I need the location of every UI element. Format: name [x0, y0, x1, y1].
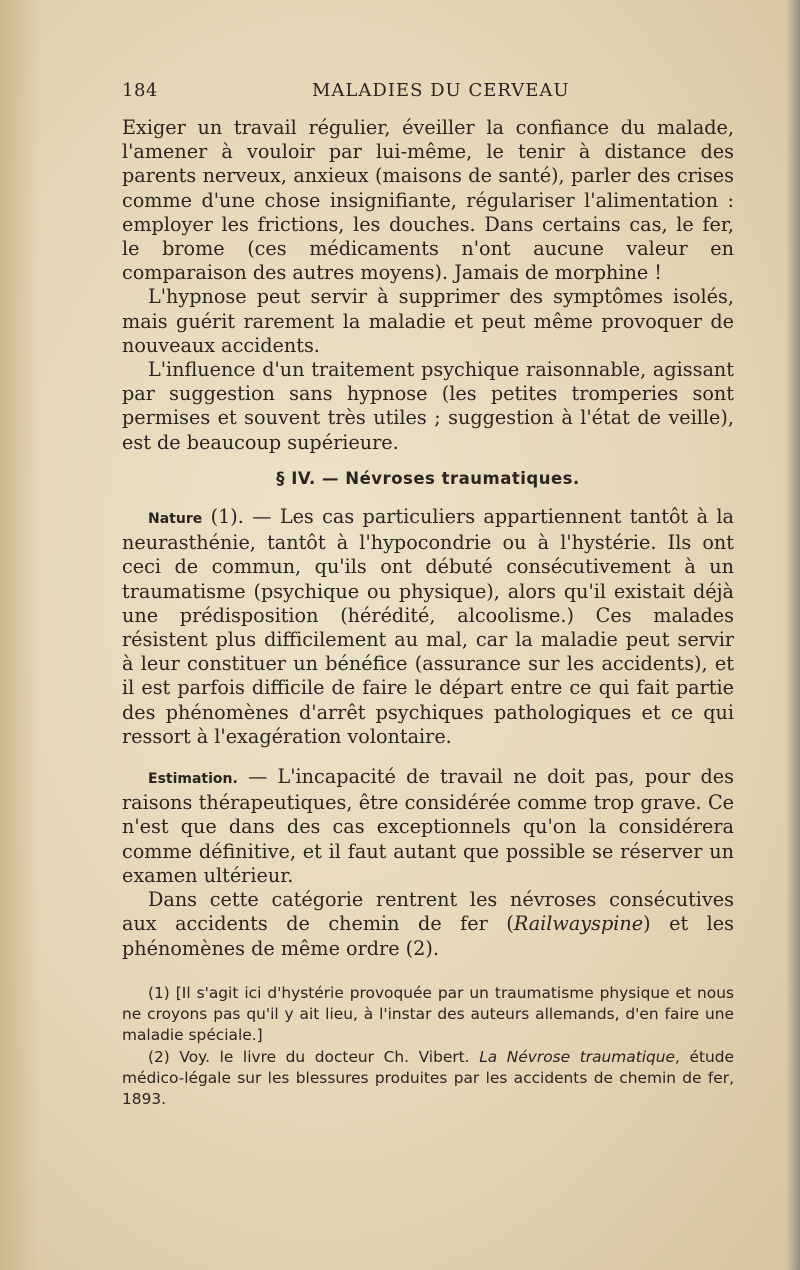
- paragraph-railway: [122, 888, 734, 961]
- paragraph-treatment: Exiger un travail régulier, éveiller la confiance du malade, l'amener à vouloir par lui-même, le tenir à distance des parents nerveux, anxieux (maisons de santé), parler des crises comme d'une chose insignifiante, régulariser l'alimentation : employer les frictions, les douches. Dans certains cas, le fer, le brome (ces médicaments n'ont aucune valeur en comparaison des autres moyens). Jamais de morphine !: [122, 116, 734, 285]
- paragraph-hypnosis: L'hypnose peut servir à supprimer des symptômes isolés, mais guérit rarement la maladie et peut même provoquer de nouveaux accidents.: [122, 285, 734, 357]
- paragraph-nature: [122, 505, 734, 749]
- section-title: § IV. — Névroses traumatiques.: [276, 468, 580, 488]
- estimation-lead: Estimation.: [148, 771, 238, 788]
- footnote-1: (1) [Il s'agit ici d'hystérie provoquée par un traumatisme physique et nous ne croyons pas qu'il y ait lieu, à l'instar des auteurs allemands, d'en faire une maladie spéciale.]: [122, 983, 734, 1045]
- nature-lead: Nature: [148, 511, 203, 528]
- estimation-text: — L'incapacité de travail ne doit pas, pour des raisons thérapeutiques, être considérée comme trop grave. Ce n'est que dans des cas exceptionnels qu'on la considérera comme définitive, et il faut autant que possible se réserver un examen ultérieur.: [122, 765, 734, 887]
- paragraph-estimation: [122, 765, 734, 888]
- running-title: MALADIES DU CERVEAU: [312, 80, 570, 101]
- page-edge-shadow-left: [0, 0, 40, 1270]
- page-number: 184: [122, 80, 158, 101]
- nature-text: (1). — Les cas particuliers appartiennent tantôt à la neurasthénie, tantôt à l'hypocondrie ou à l'hystérie. Ils ont ceci de commun, qu'ils ont débuté consécutivement à un traumatisme (psychique ou physique), alors qu'il existait déjà une prédisposition (hérédité, alcoolisme.) Ces malades résistent plus difficilement au mal, car la maladie peut servir à leur constituer un bénéfice (assurance sur les accidents), et il est parfois difficile de faire le départ entre ce qui fait partie des phénomènes d'arrêt psychiques pathologiques et ce qui ressort à l'exagération volontaire.: [122, 505, 734, 748]
- footnote-2: [122, 1047, 734, 1111]
- railway-text-before: Dans cette catégorie rentrent les névroses consécutives aux accidents de chemin de fer (: [122, 888, 734, 936]
- main-text: [122, 116, 734, 1110]
- railway-italic-term: Railwayspine: [513, 912, 644, 936]
- page-header: [122, 80, 734, 106]
- paragraph-gap: [122, 749, 734, 765]
- footnote-2-after: , étude médico-légale sur les blessures produites par les accidents de chemin de fer, 1893.: [122, 1047, 735, 1109]
- paragraph-psychic-treatment: L'influence d'un traitement psychique raisonnable, agissant par suggestion sans hypnose (les petites tromperies sont permises et souvent très utiles ; suggestion à l'état de veille), est de beaucoup supérieure.: [122, 358, 734, 454]
- footnote-2-book-title: La Névrose traumatique: [479, 1047, 676, 1066]
- footnotes: [122, 983, 734, 1111]
- footnote-2-before: (2) Voy. le livre du docteur Ch. Vibert.: [148, 1047, 480, 1066]
- railway-text-after: ) et les phénomènes de même ordre (2).: [122, 912, 735, 960]
- page-edge-shadow-right: [786, 0, 800, 1270]
